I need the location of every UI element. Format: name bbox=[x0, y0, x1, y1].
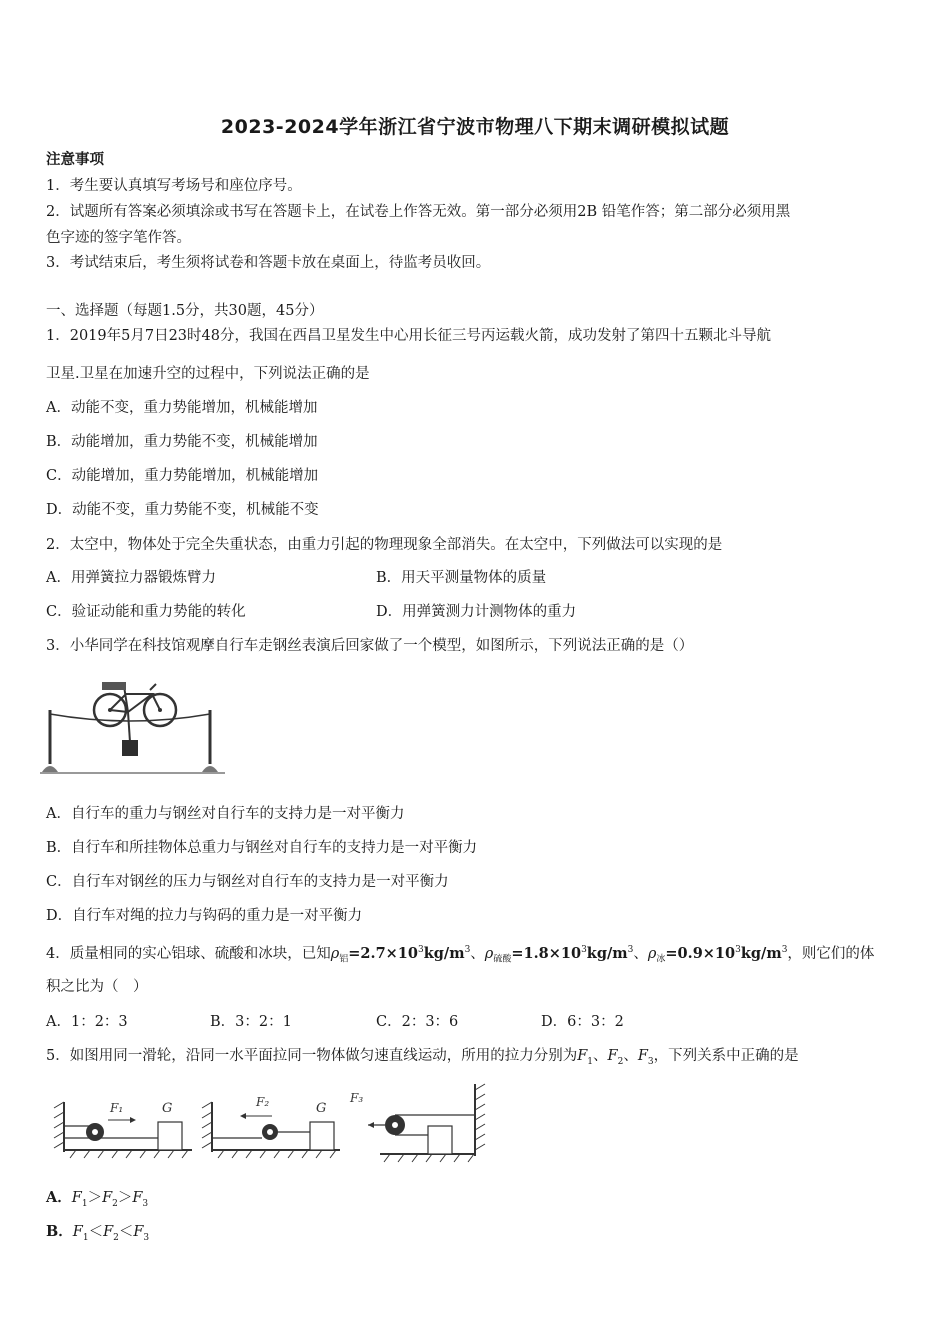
label-f1: F₁ bbox=[110, 1101, 124, 1115]
force-symbol: F bbox=[103, 1224, 114, 1240]
q2-option-d: D．用弹簧测力计测物体的重力 bbox=[376, 604, 577, 620]
q1-option-d: D．动能不变，重力势能不变，机械能不变 bbox=[46, 502, 319, 518]
q4-option-b: B．3：2：1 bbox=[210, 1014, 292, 1030]
q3-stem: 3．小华同学在科技馆观摩自行车走钢丝表演后回家做了一个模型，如图所示，下列说法正确的是（） bbox=[46, 638, 694, 654]
density-unit: kg/m bbox=[740, 944, 782, 962]
page-title: 2023-2024学年浙江省宁波市物理八下期末调研模拟试题 bbox=[220, 116, 730, 138]
label-f2: F₂ bbox=[256, 1095, 270, 1109]
relation: ＜ bbox=[88, 1224, 104, 1240]
density-unit: kg/m bbox=[586, 944, 628, 962]
exponent: 3 bbox=[627, 945, 634, 955]
q1-option-a: A．动能不变，重力势能增加，机械能增加 bbox=[46, 400, 318, 416]
label-f3: F₃ bbox=[350, 1091, 364, 1105]
rho-symbol: ρ bbox=[647, 945, 657, 962]
separator: 、 bbox=[633, 945, 648, 962]
pulley-figure-1 bbox=[54, 1101, 192, 1158]
rho-symbol: ρ bbox=[484, 945, 494, 962]
q4-stem bbox=[46, 940, 874, 970]
notice-item: 2．试题所有答案必须填涂或书写在答题卡上，在试卷上作答无效。第一部分必须用2B 铅笔作答；第二部分必须用黑 bbox=[46, 204, 791, 220]
q1-stem-cont: 卫星.卫星在加速升空的过程中，下列说法正确的是 bbox=[46, 366, 370, 382]
q1-option-b: B．动能增加，重力势能不变，机械能增加 bbox=[46, 434, 318, 450]
exponent: 3 bbox=[418, 945, 424, 955]
force-index: 3 bbox=[647, 1056, 654, 1067]
force-index: 2 bbox=[617, 1056, 624, 1067]
force-index: 1 bbox=[587, 1056, 594, 1067]
force-index: 1 bbox=[82, 1232, 89, 1243]
force-index: 3 bbox=[143, 1232, 150, 1243]
q5-option-a bbox=[46, 1188, 148, 1214]
q4-stem-cont: 积之比为（ ） bbox=[46, 979, 148, 995]
label-g2: G bbox=[316, 1101, 327, 1116]
force-symbol: F bbox=[133, 1224, 144, 1240]
q4-option-d: D．6：3：2 bbox=[541, 1014, 624, 1030]
q2-option-b: B．用天平测量物体的质量 bbox=[376, 570, 547, 586]
force-index: 2 bbox=[112, 1198, 118, 1209]
q4-option-a: A．1：2：3 bbox=[46, 1014, 128, 1030]
pulley-figure-3 bbox=[349, 1084, 485, 1162]
relation: ＞ bbox=[117, 1190, 133, 1206]
label-g1: G bbox=[162, 1101, 173, 1116]
separator: 、 bbox=[623, 1048, 638, 1064]
q4-stem-prefix: 4．质量相同的实心铝球、硫酸和冰块，已知 bbox=[46, 945, 331, 962]
q5-stem-prefix: 5．如图用同一滑轮，沿同一水平面拉同一物体做匀速直线运动，所用的拉力分别为 bbox=[46, 1048, 578, 1064]
rho-symbol: ρ bbox=[330, 945, 340, 962]
pulley-figures bbox=[50, 1082, 500, 1167]
force-symbol: F bbox=[132, 1190, 143, 1206]
option-label: B． bbox=[46, 1223, 73, 1240]
exponent: 3 bbox=[735, 945, 741, 955]
notice-item: 3．考试结束后，考生须将试卷和答题卡放在桌面上，待监考员收回。 bbox=[46, 255, 491, 271]
rho-subscript-acid: 硫酸 bbox=[493, 954, 512, 965]
rho-subscript-al: 铝 bbox=[339, 954, 349, 965]
section-heading: 一、选择题（每题1.5分，共30题，45分） bbox=[46, 303, 324, 319]
q5-option-b bbox=[46, 1222, 149, 1248]
q1-option-c: C．动能增加，重力势能增加，机械能增加 bbox=[46, 468, 319, 484]
q5-stem-suffix: ，下列关系中正确的是 bbox=[653, 1048, 799, 1064]
q4-stem-suffix: ，则它们的体 bbox=[787, 945, 875, 962]
force-symbol: F bbox=[577, 1048, 588, 1064]
q3-option-d: D．自行车对绳的拉力与钩码的重力是一对平衡力 bbox=[46, 908, 363, 924]
relation: ＞ bbox=[87, 1190, 103, 1206]
separator: 、 bbox=[470, 945, 485, 962]
option-label: A． bbox=[46, 1189, 72, 1206]
density-acid: =1.8×10 bbox=[511, 944, 582, 962]
force-index: 3 bbox=[142, 1198, 149, 1209]
exponent: 3 bbox=[781, 945, 788, 955]
force-index: 1 bbox=[81, 1198, 88, 1209]
pulley-figure-2 bbox=[202, 1095, 340, 1158]
force-symbol: F bbox=[71, 1190, 82, 1206]
q3-option-c: C．自行车对钢丝的压力与钢丝对自行车的支持力是一对平衡力 bbox=[46, 874, 449, 890]
relation: ＜ bbox=[118, 1224, 134, 1240]
notice-item: 色字迹的签字笔作答。 bbox=[46, 230, 191, 246]
density-ice: =0.9×10 bbox=[665, 944, 736, 962]
density-unit: kg/m bbox=[423, 944, 465, 962]
rho-subscript-ice: 冰 bbox=[656, 954, 666, 965]
q2-option-c: C．验证动能和重力势能的转化 bbox=[46, 604, 246, 620]
notice-heading: 注意事项 bbox=[46, 151, 104, 168]
q3-option-b: B．自行车和所挂物体总重力与钢丝对自行车的支持力是一对平衡力 bbox=[46, 840, 478, 856]
force-symbol: F bbox=[607, 1048, 618, 1064]
force-symbol: F bbox=[72, 1224, 83, 1240]
density-al: =2.7×10 bbox=[348, 944, 418, 962]
force-index: 2 bbox=[113, 1232, 119, 1243]
q4-option-c: C．2：3：6 bbox=[376, 1014, 459, 1030]
force-symbol: F bbox=[637, 1048, 648, 1064]
separator: 、 bbox=[593, 1048, 608, 1064]
q5-stem bbox=[46, 1046, 799, 1072]
q1-stem: 1．2019年5月7日23时48分，我国在西昌卫星发生中心用长征三号丙运载火箭，成功发射了第四十五颗北斗导航 bbox=[46, 328, 771, 344]
q3-option-a: A．自行车的重力与钢丝对自行车的支持力是一对平衡力 bbox=[46, 806, 405, 822]
bicycle-tightrope-figure bbox=[40, 672, 230, 782]
q2-option-a: A．用弹簧拉力器锻炼臂力 bbox=[46, 570, 216, 586]
exponent: 3 bbox=[464, 945, 471, 955]
notice-item: 1．考生要认真填写考场号和座位序号。 bbox=[46, 178, 302, 194]
q2-stem: 2．太空中，物体处于完全失重状态，由重力引起的物理现象全部消失。在太空中，下列做法可以实现的是 bbox=[46, 537, 723, 553]
force-symbol: F bbox=[102, 1190, 113, 1206]
exponent: 3 bbox=[581, 945, 587, 955]
